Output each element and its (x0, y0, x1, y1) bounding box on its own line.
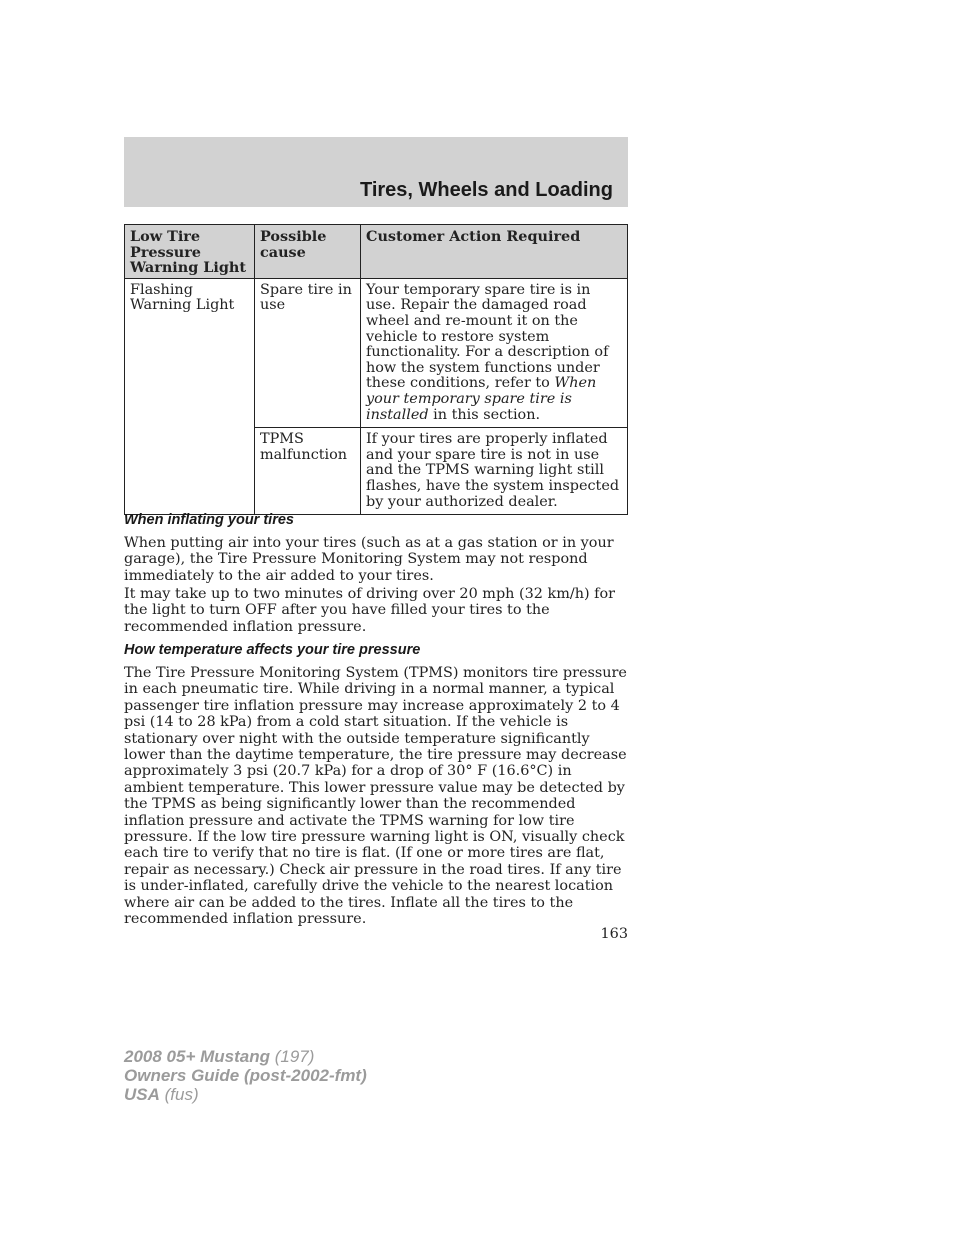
document-footer (124, 1047, 367, 1104)
table-cell-action (361, 278, 628, 427)
footer-line (124, 1047, 367, 1066)
footer-model-code: (197) (270, 1047, 315, 1066)
table-header-row (125, 225, 628, 279)
table-cell-cause: Spare tire in use (255, 278, 361, 427)
action-reference: When your temporary spare tire is installed (366, 375, 597, 423)
table-cell-cause: TPMS malfunction (255, 428, 361, 515)
page-number: 163 (600, 926, 628, 942)
table-cell-warning-light: Flashing Warning Light (125, 278, 255, 514)
table-row (125, 278, 628, 427)
footer-market-code: (fus) (159, 1085, 199, 1104)
table-header-cell: Customer Action Required (361, 225, 628, 279)
footer-line (124, 1066, 367, 1085)
section-header-band (124, 137, 628, 207)
table-header-cell: Possible cause (255, 225, 361, 279)
footer-line (124, 1085, 367, 1104)
action-text: Your temporary spare tire is in use. Repair the damaged road wheel and re-mount it on the vehicle to restore system functionality. For a description of how the system functions under these conditions, refer to (366, 281, 609, 392)
action-text-end: in this section. (428, 406, 541, 423)
section-title: Tires, Wheels and Loading (359, 179, 613, 201)
tpms-warning-table (124, 224, 628, 515)
footer-model: 2008 05+ Mustang (124, 1047, 270, 1066)
footer-market: USA (124, 1085, 160, 1104)
paragraph: When putting air into your tires (such as at a gas station or in your garage), the Tire Pressure Monitoring System may not respond immediately to the air added to your tires. (124, 535, 614, 584)
footer-guide: Owners Guide (post-2002-fmt) (124, 1066, 367, 1085)
paragraph: The Tire Pressure Monitoring System (TPMS) monitors tire pressure in each pneumatic tire. While driving in a normal manner, a typical passenger tire inflation pressure may increase approximately 2 to 4 psi (14 to 28 kPa) from a cold start situation. If the vehicle is stationary over night with the outside temperature significantly lower than the daytime temperature, the tire pressure may decrease approximately 3 psi (20.7 kPa) for a drop of 30° F (16.6°C) in ambient temperature. This lower pressure value may be detected by the TPMS as being significantly lower than the recommended inflation pressure and activate the TPMS warning for low tire pressure. If the low tire pressure warning light is ON, visually check each tire to verify that no tire is flat. (If one or more tires are flat, repair as necessary.) Check air pressure in the road tires. If any tire is under-inflated, carefully drive the vehicle to the nearest location where air can be added to the tires. Inflate all the tires to the recommended inflation pressure. (124, 665, 627, 928)
table-cell-action: If your tires are properly inflated and your spare tire is not in use and the TPMS warning light still flashes, have the system inspected by your authorized dealer. (361, 428, 628, 515)
heading-temperature-pressure: How temperature affects your tire pressure (124, 642, 421, 658)
heading-inflating-tires: When inflating your tires (124, 512, 294, 528)
paragraph: It may take up to two minutes of driving over 20 mph (32 km/h) for the light to turn OFF after you have filled your tires to the recommended inflation pressure. (124, 586, 616, 635)
table-header-cell: Low Tire Pressure Warning Light (125, 225, 255, 279)
